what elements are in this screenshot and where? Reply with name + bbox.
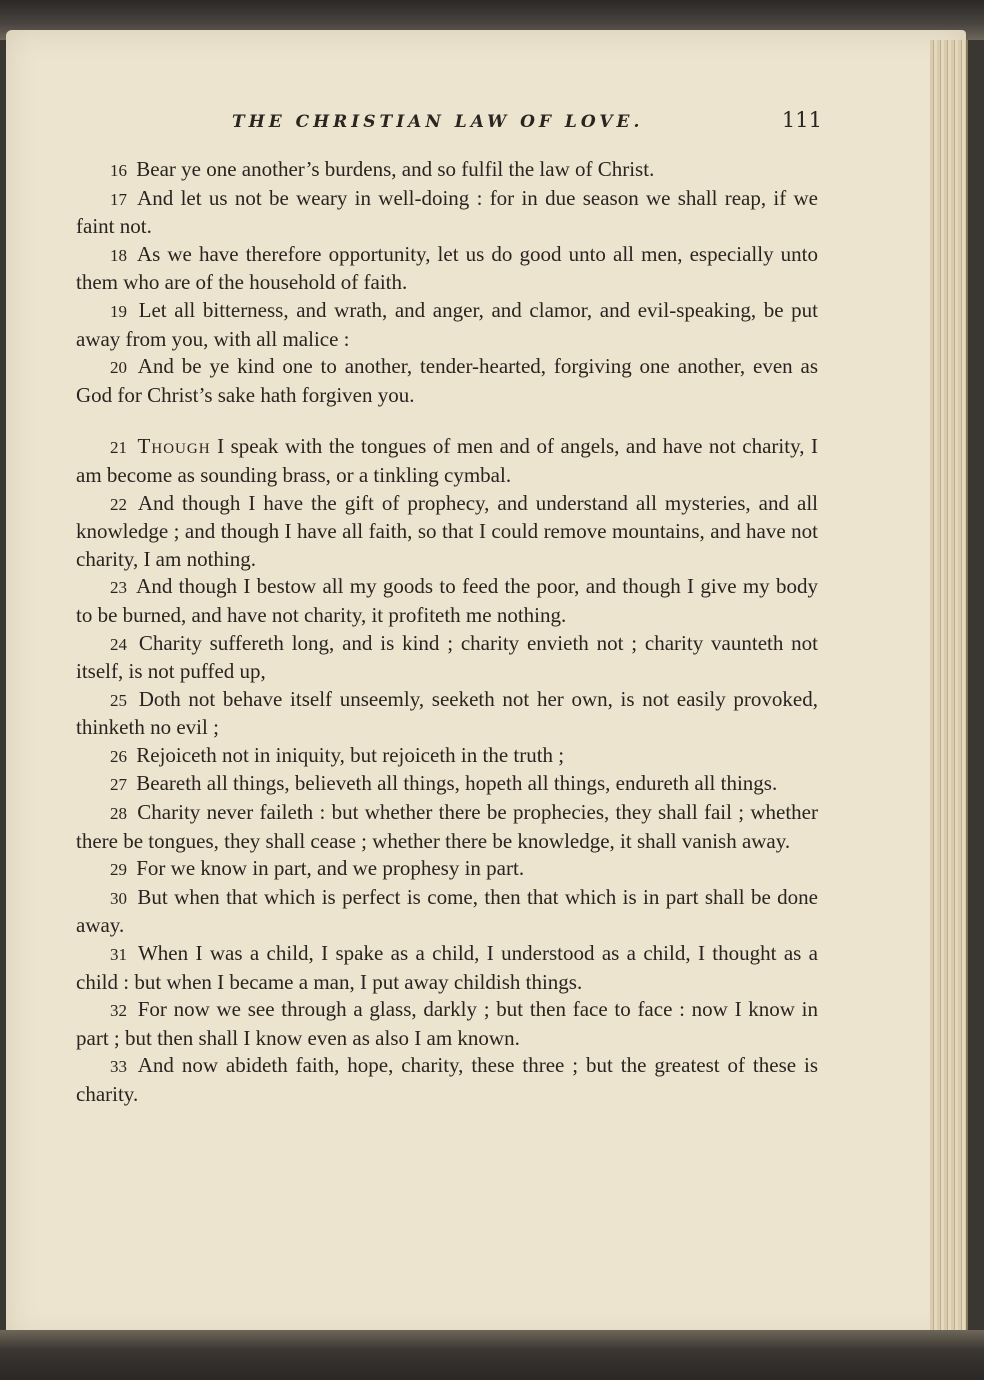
- verse-number: 25: [110, 690, 127, 710]
- verse-number: 24: [110, 634, 127, 654]
- verse: [76, 996, 818, 1052]
- verse: [76, 573, 818, 629]
- verse-text: Beareth all things, believeth all things, hopeth all things, endureth all things.: [136, 771, 778, 796]
- page-edges: [930, 40, 968, 1330]
- verse-number: 28: [110, 804, 127, 824]
- verse: [76, 185, 818, 241]
- verse-number: 29: [110, 860, 127, 880]
- verse-number: 30: [110, 888, 127, 908]
- verse-text: Rejoiceth not in iniquity, but rejoiceth in the truth ;: [136, 742, 565, 767]
- verse: [76, 799, 818, 855]
- scripture-text: [76, 156, 818, 1109]
- verse-text: Charity never faileth : but whether there be prophecies, they shall fail ; whether there be tongues, they shall cease ; whether there be knowledge, it shall vanish away.: [76, 800, 818, 853]
- verse-number: 27: [110, 775, 127, 795]
- verse-text: And be ye kind one to another, tender-hearted, forgiving one another, even as God for Christ’s sake hath forgiven you.: [76, 354, 818, 407]
- verse-number: 17: [110, 189, 127, 209]
- verse-text: And though I bestow all my goods to feed the poor, and though I give my body to be burned, and have not charity, it profiteth me nothing.: [76, 574, 818, 627]
- verse-lead-word: Though: [137, 434, 211, 459]
- book-cover-bottom: [0, 1330, 984, 1380]
- verse-text: But when that which is perfect is come, then that which is in part shall be done away.: [76, 884, 819, 938]
- page-number: 111: [781, 108, 822, 132]
- verse-text: And though I have the gift of prophecy, and understand all mysteries, and all knowledge ; and though I have all faith, so that I could remove mountains, and have not charity, I am nothing.: [76, 490, 818, 571]
- verse-number: 16: [110, 161, 127, 180]
- verse: [76, 940, 818, 996]
- verse-text: Let all bitterness, and wrath, and anger, and clamor, and evil-speaking, be put away from you, with all malice :: [76, 297, 819, 351]
- verse-number: 26: [110, 746, 127, 766]
- verse-number: 21: [110, 438, 127, 458]
- verse: [76, 630, 818, 686]
- verse: [76, 353, 818, 409]
- verse-number: 19: [110, 301, 127, 321]
- verse: [76, 433, 818, 489]
- section-gap: [76, 409, 818, 433]
- running-head-title: THE CHRISTIAN LAW OF LOVE.: [232, 112, 644, 132]
- verse-number: 31: [110, 945, 127, 965]
- verse: [76, 742, 818, 771]
- verse-number: 18: [110, 245, 127, 265]
- verse-number: 23: [110, 578, 127, 598]
- verse-text: When I was a child, I spake as a child, I understood as a child, I thought as a child : but when I became a man, I put away childish things.: [76, 941, 818, 994]
- verses-section-2: [76, 490, 818, 1109]
- verse: [76, 1052, 818, 1108]
- verse-number: 32: [110, 1001, 127, 1021]
- verse: [76, 241, 818, 297]
- verse: [76, 156, 818, 185]
- verse: [76, 490, 818, 574]
- verse-text: Charity suffereth long, and is kind ; charity envieth not ; charity vaunteth not itself, is not puffed up,: [76, 630, 818, 684]
- verse: [76, 297, 818, 353]
- verse-number: 22: [110, 494, 127, 514]
- verses-section-1: [76, 156, 818, 409]
- verse: [76, 884, 818, 940]
- verse-text: Bear ye one another’s burdens, and so fulfil the law of Christ.: [136, 157, 655, 181]
- verse: [76, 770, 818, 799]
- verse-text: I speak with the tongues of men and of angels, and have not charity, I am become as sounding brass, or a tinkling cymbal.: [76, 434, 819, 487]
- verse-text: And now abideth faith, hope, charity, these three ; but the greatest of these is charity.: [76, 1053, 818, 1106]
- verse-text: For now we see through a glass, darkly ; but then face to face : now I know in part ; but then shall I know even as also I am known.: [76, 997, 819, 1050]
- verse-text: Doth not behave itself unseemly, seeketh not her own, is not easily provoked, thinketh no evil ;: [76, 686, 819, 740]
- verse: [76, 686, 818, 742]
- running-head: [150, 108, 830, 144]
- verse: [76, 855, 818, 884]
- verse-number: 20: [110, 358, 127, 378]
- verse-text: As we have therefore opportunity, let us do good unto all men, especially unto them who are of the household of faith.: [76, 241, 818, 295]
- verse-text: And let us not be weary in well-doing : for in due season we shall reap, if we faint not.: [76, 185, 818, 239]
- verse-text: For we know in part, and we prophesy in part.: [136, 856, 525, 881]
- verse-number: 33: [110, 1057, 127, 1077]
